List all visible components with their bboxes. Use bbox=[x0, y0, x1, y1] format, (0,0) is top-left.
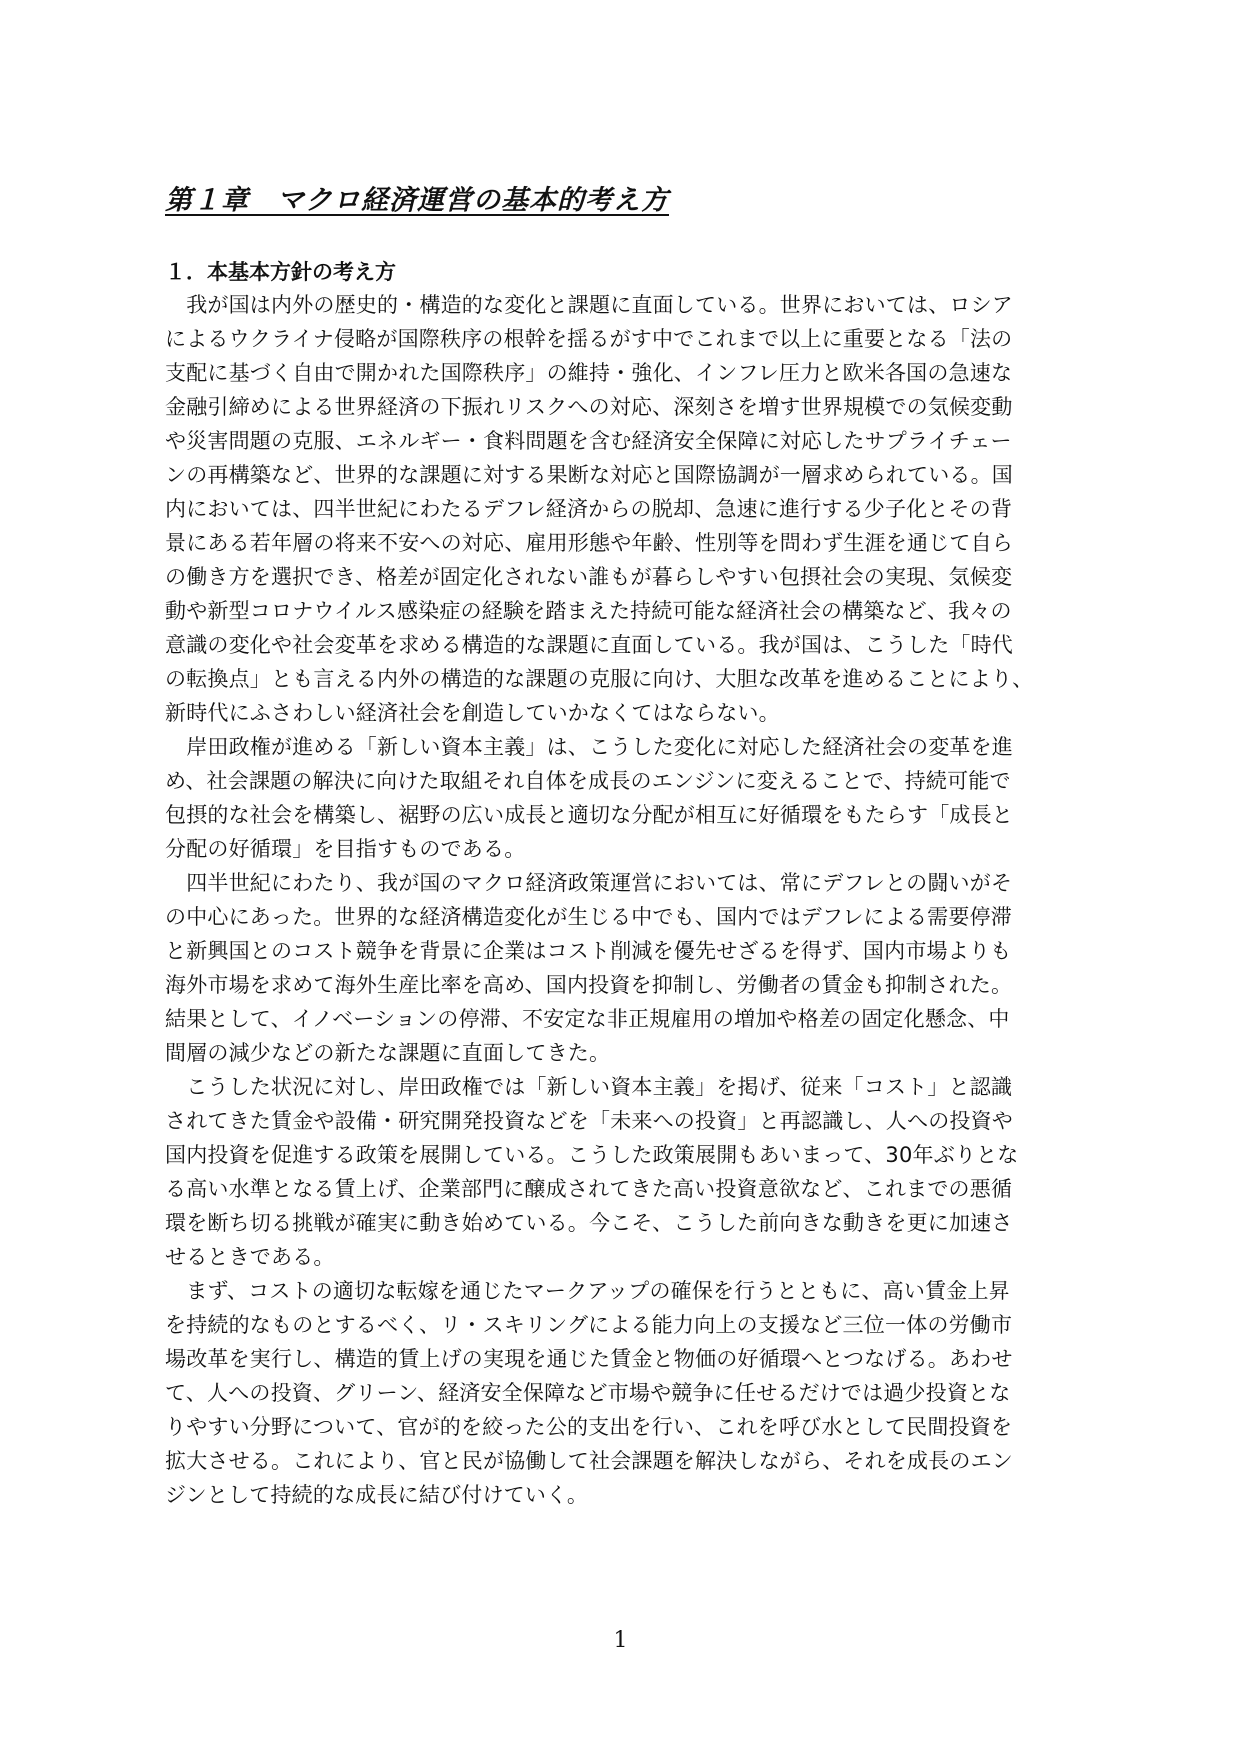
text-line: と新興国とのコスト競争を背景に企業はコスト削減を優先せざるを得ず、国内市場よりも bbox=[165, 939, 1012, 963]
text-line: せるときである。 bbox=[165, 1245, 335, 1269]
text-line: 環を断ち切る挑戦が確実に動き始めている。今こそ、こうした前向きな動きを更に加速さ bbox=[165, 1211, 1013, 1235]
text-line: ンの再構築など、世界的な課題に対する果断な対応と国際協調が一層求められている。国 bbox=[165, 463, 1013, 487]
text-line: 金融引締めによる世界経済の下振れリスクへの対応、深刻さを増す世界規模での気候変動 bbox=[165, 395, 1013, 419]
text-line: こうした状況に対し、岸田政権では「新しい資本主義」を掲げ、従来「コスト」と認識 bbox=[165, 1075, 1013, 1099]
text-line: 我が国は内外の歴史的・構造的な変化と課題に直面している。世界においては、ロシア bbox=[165, 293, 1013, 317]
chapter-title: 第１章 マクロ経済運営の基本的考え方 bbox=[165, 185, 669, 216]
text-line: 岸田政権が進める「新しい資本主義」は、こうした変化に対応した経済社会の変革を進 bbox=[165, 735, 1013, 759]
text-line: によるウクライナ侵略が国際秩序の根幹を揺るがす中でこれまで以上に重要となる「法の bbox=[165, 327, 1013, 351]
section-heading: １．本基本方針の考え方 bbox=[165, 260, 396, 284]
body-text bbox=[165, 288, 1085, 1512]
text-line: の転換点」とも言える内外の構造的な課題の克服に向け、大胆な改革を進めることにより、 bbox=[165, 667, 1034, 691]
text-line: まず、コストの適切な転嫁を通じたマークアップの確保を行うとともに、高い賃金上昇 bbox=[165, 1279, 1010, 1303]
text-line: や災害問題の克服、エネルギー・食料問題を含む経済安全保障に対応したサプライチェー bbox=[165, 429, 1012, 453]
text-line: 新時代にふさわしい経済社会を創造していかなくてはならない。 bbox=[165, 701, 780, 725]
text-line: る高い水準となる賃上げ、企業部門に醸成されてきた高い投資意欲など、これまでの悪循 bbox=[165, 1177, 1013, 1201]
text-line: 包摂的な社会を構築し、裾野の広い成長と適切な分配が相互に好循環をもたらす「成長と bbox=[165, 803, 1013, 827]
text-line: 海外市場を求めて海外生産比率を高め、国内投資を抑制し、労働者の賃金も抑制された。 bbox=[165, 973, 1013, 997]
text-line: て、人への投資、グリーン、経済安全保障など市場や競争に任せるだけでは過少投資とな bbox=[165, 1381, 1011, 1405]
text-line: 結果として、イノベーションの停滞、不安定な非正規雇用の増加や格差の固定化懸念、中 bbox=[165, 1007, 1010, 1031]
text-line: 意識の変化や社会変革を求める構造的な課題に直面している。我が国は、こうした「時代 bbox=[165, 633, 1013, 657]
page-number: 1 bbox=[613, 1628, 628, 1653]
text-line: 支配に基づく自由で開かれた国際秩序」の維持・強化、インフレ圧力と欧米各国の急速な bbox=[165, 361, 1013, 385]
text-line: されてきた賃金や設備・研究開発投資などを「未来への投資」と再認識し、人への投資や bbox=[165, 1109, 1013, 1133]
text-line: りやすい分野について、官が的を絞った公的支出を行い、これを呼び水として民間投資を bbox=[165, 1415, 1013, 1439]
text-line: 間層の減少などの新たな課題に直面してきた。 bbox=[165, 1041, 611, 1065]
text-line: 国内投資を促進する政策を展開している。こうした政策展開もあいまって、30年ぶりとな bbox=[165, 1143, 1019, 1167]
text-line: 景にある若年層の将来不安への対応、雇用形態や年齢、性別等を問わず生涯を通じて自ら bbox=[165, 531, 1013, 555]
text-line: 動や新型コロナウイルス感染症の経験を踏まえた持続可能な経済社会の構築など、我々の bbox=[165, 599, 1012, 623]
text-line: め、社会課題の解決に向けた取組それ自体を成長のエンジンに変えることで、持続可能で bbox=[165, 769, 1011, 793]
text-line: を持続的なものとするべく、リ・スキリングによる能力向上の支援など三位一体の労働市 bbox=[165, 1313, 1013, 1337]
text-line: 四半世紀にわたり、我が国のマクロ経済政策運営においては、常にデフレとの闘いがそ bbox=[165, 871, 1013, 895]
text-line: の中心にあった。世界的な経済構造変化が生じる中でも、国内ではデフレによる需要停滞 bbox=[165, 905, 1012, 929]
text-line: の働き方を選択でき、格差が固定化されない誰もが暮らしやすい包摂社会の実現、気候変 bbox=[165, 565, 1013, 589]
text-line: 拡大させる。これにより、官と民が協働して社会課題を解決しながら、それを成長のエン bbox=[165, 1449, 1013, 1473]
text-line: ジンとして持続的な成長に結び付けていく。 bbox=[165, 1483, 589, 1507]
text-line: 場改革を実行し、構造的賃上げの実現を通じた賃金と物価の好循環へとつなげる。あわせ bbox=[165, 1347, 1013, 1371]
text-line: 分配の好循環」を目指すものである。 bbox=[165, 837, 526, 861]
text-line: 内においては、四半世紀にわたるデフレ経済からの脱却、急速に進行する少子化とその背 bbox=[165, 497, 1013, 521]
